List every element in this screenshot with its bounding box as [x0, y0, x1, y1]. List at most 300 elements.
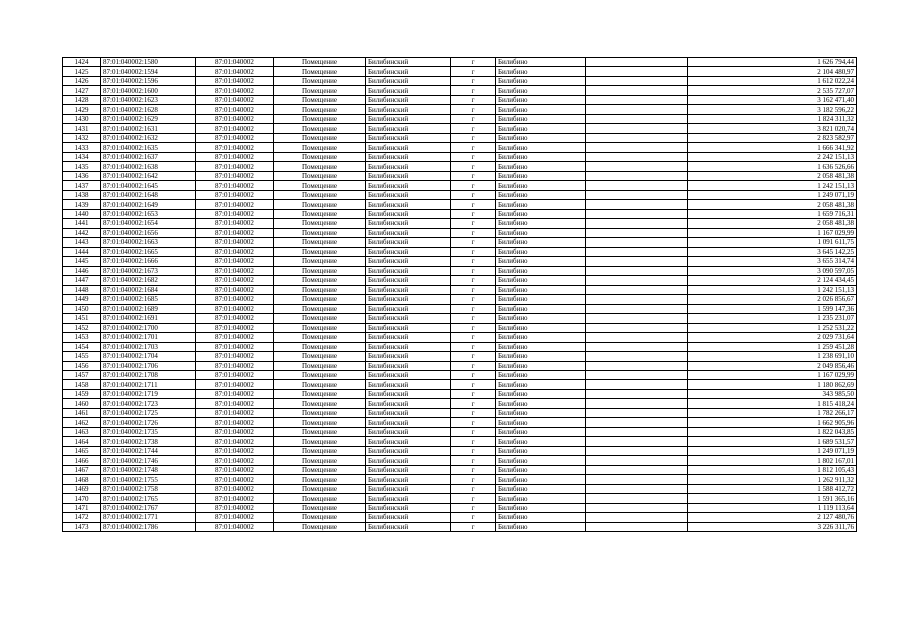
settlement-type-cell: г: [451, 247, 496, 256]
district-cell: Билибинский: [366, 456, 451, 465]
object-type-cell: Помещение: [274, 162, 366, 171]
settlement-cell: Билибино: [496, 219, 586, 228]
row-number-cell: 1435: [63, 162, 101, 171]
settlement-cell: Билибино: [496, 399, 586, 408]
object-type-cell: Помещение: [274, 228, 366, 237]
settlement-cell: Билибино: [496, 446, 586, 455]
settlement-type-cell: г: [451, 238, 496, 247]
object-type-cell: Помещение: [274, 304, 366, 313]
settlement-type-cell: г: [451, 446, 496, 455]
object-type-cell: Помещение: [274, 494, 366, 503]
street-cell: [586, 67, 688, 76]
settlement-type-cell: г: [451, 522, 496, 531]
object-type-cell: Помещение: [274, 295, 366, 304]
cadastral-number-cell: 87:01:040002:1700: [101, 323, 196, 332]
row-number-cell: 1442: [63, 228, 101, 237]
district-cell: Билибинский: [366, 228, 451, 237]
cadastral-value-cell: 1 659 716,31: [688, 209, 857, 218]
row-number-cell: 1428: [63, 95, 101, 104]
cadastral-value-cell: 2 823 582,97: [688, 133, 857, 142]
street-cell: [586, 314, 688, 323]
settlement-cell: Билибино: [496, 86, 586, 95]
object-type-cell: Помещение: [274, 456, 366, 465]
object-type-cell: Помещение: [274, 522, 366, 531]
settlement-cell: Билибино: [496, 427, 586, 436]
cadastral-quarter-cell: 87:01:040002: [196, 209, 274, 218]
cadastral-quarter-cell: 87:01:040002: [196, 475, 274, 484]
settlement-cell: Билибино: [496, 133, 586, 142]
street-cell: [586, 162, 688, 171]
settlement-cell: Билибино: [496, 418, 586, 427]
street-cell: [586, 190, 688, 199]
settlement-type-cell: г: [451, 503, 496, 512]
cadastral-value-cell: 2 058 481,38: [688, 171, 857, 180]
table-row: [63, 418, 857, 427]
settlement-cell: Билибино: [496, 124, 586, 133]
cadastral-value-cell: 1 238 691,10: [688, 352, 857, 361]
cadastral-value-cell: 1 815 418,24: [688, 399, 857, 408]
street-cell: [586, 76, 688, 85]
street-cell: [586, 181, 688, 190]
cadastral-value-cell: 2 058 481,38: [688, 219, 857, 228]
table-row: [63, 171, 857, 180]
cadastral-value-cell: 1 636 526,66: [688, 162, 857, 171]
cadastral-number-cell: 87:01:040002:1711: [101, 380, 196, 389]
cadastral-quarter-cell: 87:01:040002: [196, 181, 274, 190]
settlement-cell: Билибино: [496, 200, 586, 209]
row-number-cell: 1466: [63, 456, 101, 465]
object-type-cell: Помещение: [274, 58, 366, 67]
row-number-cell: 1436: [63, 171, 101, 180]
settlement-type-cell: г: [451, 484, 496, 493]
street-cell: [586, 361, 688, 370]
district-cell: Билибинский: [366, 408, 451, 417]
table-row: [63, 304, 857, 313]
settlement-type-cell: г: [451, 352, 496, 361]
cadastral-table: [62, 57, 857, 532]
district-cell: Билибинский: [366, 76, 451, 85]
settlement-cell: Билибино: [496, 352, 586, 361]
district-cell: Билибинский: [366, 152, 451, 161]
table-row: [63, 285, 857, 294]
object-type-cell: Помещение: [274, 475, 366, 484]
row-number-cell: 1472: [63, 513, 101, 522]
cadastral-quarter-cell: 87:01:040002: [196, 370, 274, 379]
district-cell: Билибинский: [366, 522, 451, 531]
cadastral-value-cell: 2 058 481,38: [688, 200, 857, 209]
settlement-type-cell: г: [451, 285, 496, 294]
district-cell: Билибинский: [366, 389, 451, 398]
row-number-cell: 1438: [63, 190, 101, 199]
row-number-cell: 1465: [63, 446, 101, 455]
table-row: [63, 219, 857, 228]
object-type-cell: Помещение: [274, 408, 366, 417]
cadastral-value-cell: 1 812 105,43: [688, 465, 857, 474]
object-type-cell: Помещение: [274, 171, 366, 180]
settlement-type-cell: г: [451, 456, 496, 465]
settlement-type-cell: г: [451, 114, 496, 123]
settlement-type-cell: г: [451, 408, 496, 417]
cadastral-quarter-cell: 87:01:040002: [196, 247, 274, 256]
street-cell: [586, 152, 688, 161]
street-cell: [586, 408, 688, 417]
cadastral-quarter-cell: 87:01:040002: [196, 105, 274, 114]
settlement-type-cell: г: [451, 124, 496, 133]
cadastral-value-cell: 3 182 596,22: [688, 105, 857, 114]
object-type-cell: Помещение: [274, 380, 366, 389]
district-cell: Билибинский: [366, 304, 451, 313]
object-type-cell: Помещение: [274, 370, 366, 379]
row-number-cell: 1461: [63, 408, 101, 417]
cadastral-number-cell: 87:01:040002:1631: [101, 124, 196, 133]
settlement-cell: Билибино: [496, 209, 586, 218]
street-cell: [586, 352, 688, 361]
street-cell: [586, 380, 688, 389]
settlement-cell: Билибино: [496, 114, 586, 123]
street-cell: [586, 219, 688, 228]
object-type-cell: Помещение: [274, 266, 366, 275]
settlement-cell: Билибино: [496, 494, 586, 503]
street-cell: [586, 228, 688, 237]
cadastral-number-cell: 87:01:040002:1738: [101, 437, 196, 446]
object-type-cell: Помещение: [274, 67, 366, 76]
object-type-cell: Помещение: [274, 133, 366, 142]
cadastral-value-cell: 3 162 471,40: [688, 95, 857, 104]
street-cell: [586, 304, 688, 313]
row-number-cell: 1457: [63, 370, 101, 379]
cadastral-quarter-cell: 87:01:040002: [196, 114, 274, 123]
district-cell: Билибинский: [366, 200, 451, 209]
cadastral-number-cell: 87:01:040002:1704: [101, 352, 196, 361]
row-number-cell: 1430: [63, 114, 101, 123]
row-number-cell: 1460: [63, 399, 101, 408]
object-type-cell: Помещение: [274, 124, 366, 133]
settlement-type-cell: г: [451, 342, 496, 351]
settlement-cell: Билибино: [496, 456, 586, 465]
settlement-cell: Билибино: [496, 503, 586, 512]
object-type-cell: Помещение: [274, 323, 366, 332]
cadastral-number-cell: 87:01:040002:1725: [101, 408, 196, 417]
row-number-cell: 1473: [63, 522, 101, 531]
settlement-cell: Билибино: [496, 162, 586, 171]
row-number-cell: 1445: [63, 257, 101, 266]
cadastral-quarter-cell: 87:01:040002: [196, 484, 274, 493]
settlement-type-cell: г: [451, 152, 496, 161]
row-number-cell: 1464: [63, 437, 101, 446]
settlement-type-cell: г: [451, 333, 496, 342]
object-type-cell: Помещение: [274, 181, 366, 190]
district-cell: Билибинский: [366, 418, 451, 427]
object-type-cell: Помещение: [274, 389, 366, 398]
row-number-cell: 1451: [63, 314, 101, 323]
district-cell: Билибинский: [366, 95, 451, 104]
object-type-cell: Помещение: [274, 427, 366, 436]
cadastral-quarter-cell: 87:01:040002: [196, 266, 274, 275]
cadastral-quarter-cell: 87:01:040002: [196, 503, 274, 512]
cadastral-number-cell: 87:01:040002:1719: [101, 389, 196, 398]
cadastral-quarter-cell: 87:01:040002: [196, 58, 274, 67]
district-cell: Билибинский: [366, 399, 451, 408]
street-cell: [586, 427, 688, 436]
settlement-type-cell: г: [451, 86, 496, 95]
object-type-cell: Помещение: [274, 418, 366, 427]
settlement-type-cell: г: [451, 67, 496, 76]
street-cell: [586, 323, 688, 332]
table-row: [63, 266, 857, 275]
cadastral-quarter-cell: 87:01:040002: [196, 200, 274, 209]
cadastral-number-cell: 87:01:040002:1673: [101, 266, 196, 275]
district-cell: Билибинский: [366, 171, 451, 180]
street-cell: [586, 58, 688, 67]
cadastral-quarter-cell: 87:01:040002: [196, 285, 274, 294]
object-type-cell: Помещение: [274, 95, 366, 104]
district-cell: Билибинский: [366, 323, 451, 332]
row-number-cell: 1431: [63, 124, 101, 133]
street-cell: [586, 133, 688, 142]
cadastral-number-cell: 87:01:040002:1691: [101, 314, 196, 323]
object-type-cell: Помещение: [274, 209, 366, 218]
district-cell: Билибинский: [366, 86, 451, 95]
table-row: [63, 333, 857, 342]
street-cell: [586, 171, 688, 180]
cadastral-quarter-cell: 87:01:040002: [196, 171, 274, 180]
table-row: [63, 238, 857, 247]
cadastral-value-cell: 1 782 266,17: [688, 408, 857, 417]
settlement-cell: Билибино: [496, 105, 586, 114]
cadastral-value-cell: 1 626 794,44: [688, 58, 857, 67]
settlement-type-cell: г: [451, 494, 496, 503]
object-type-cell: Помещение: [274, 437, 366, 446]
cadastral-value-cell: 1 666 341,92: [688, 143, 857, 152]
object-type-cell: Помещение: [274, 513, 366, 522]
cadastral-number-cell: 87:01:040002:1685: [101, 295, 196, 304]
settlement-type-cell: г: [451, 276, 496, 285]
cadastral-number-cell: 87:01:040002:1635: [101, 143, 196, 152]
row-number-cell: 1434: [63, 152, 101, 161]
table-row: [63, 152, 857, 161]
street-cell: [586, 465, 688, 474]
cadastral-quarter-cell: 87:01:040002: [196, 276, 274, 285]
cadastral-quarter-cell: 87:01:040002: [196, 228, 274, 237]
district-cell: Билибинский: [366, 209, 451, 218]
district-cell: Билибинский: [366, 190, 451, 199]
object-type-cell: Помещение: [274, 333, 366, 342]
street-cell: [586, 200, 688, 209]
row-number-cell: 1470: [63, 494, 101, 503]
object-type-cell: Помещение: [274, 399, 366, 408]
cadastral-number-cell: 87:01:040002:1656: [101, 228, 196, 237]
settlement-cell: Билибино: [496, 95, 586, 104]
row-number-cell: 1449: [63, 295, 101, 304]
street-cell: [586, 475, 688, 484]
settlement-cell: Билибино: [496, 152, 586, 161]
settlement-type-cell: г: [451, 257, 496, 266]
row-number-cell: 1443: [63, 238, 101, 247]
district-cell: Билибинский: [366, 181, 451, 190]
object-type-cell: Помещение: [274, 114, 366, 123]
row-number-cell: 1447: [63, 276, 101, 285]
district-cell: Билибинский: [366, 124, 451, 133]
cadastral-number-cell: 87:01:040002:1701: [101, 333, 196, 342]
row-number-cell: 1459: [63, 389, 101, 398]
cadastral-number-cell: 87:01:040002:1748: [101, 465, 196, 474]
cadastral-quarter-cell: 87:01:040002: [196, 152, 274, 161]
settlement-type-cell: г: [451, 200, 496, 209]
table-row: [63, 190, 857, 199]
street-cell: [586, 333, 688, 342]
cadastral-value-cell: 3 090 597,05: [688, 266, 857, 275]
row-number-cell: 1455: [63, 352, 101, 361]
cadastral-number-cell: 87:01:040002:1653: [101, 209, 196, 218]
row-number-cell: 1432: [63, 133, 101, 142]
street-cell: [586, 522, 688, 531]
settlement-cell: Билибино: [496, 465, 586, 474]
cadastral-number-cell: 87:01:040002:1649: [101, 200, 196, 209]
object-type-cell: Помещение: [274, 342, 366, 351]
cadastral-number-cell: 87:01:040002:1767: [101, 503, 196, 512]
row-number-cell: 1425: [63, 67, 101, 76]
street-cell: [586, 247, 688, 256]
district-cell: Билибинский: [366, 437, 451, 446]
cadastral-number-cell: 87:01:040002:1723: [101, 399, 196, 408]
table-row: [63, 380, 857, 389]
cadastral-value-cell: 1 689 531,57: [688, 437, 857, 446]
district-cell: Билибинский: [366, 238, 451, 247]
table-row: [63, 323, 857, 332]
table-row: [63, 522, 857, 531]
settlement-type-cell: г: [451, 314, 496, 323]
cadastral-quarter-cell: 87:01:040002: [196, 304, 274, 313]
settlement-cell: Билибино: [496, 323, 586, 332]
district-cell: Билибинский: [366, 465, 451, 474]
district-cell: Билибинский: [366, 285, 451, 294]
table-row: [63, 446, 857, 455]
cadastral-quarter-cell: 87:01:040002: [196, 456, 274, 465]
district-cell: Билибинский: [366, 219, 451, 228]
cadastral-number-cell: 87:01:040002:1629: [101, 114, 196, 123]
row-number-cell: 1454: [63, 342, 101, 351]
row-number-cell: 1427: [63, 86, 101, 95]
district-cell: Билибинский: [366, 427, 451, 436]
district-cell: Билибинский: [366, 333, 451, 342]
settlement-type-cell: г: [451, 295, 496, 304]
cadastral-number-cell: 87:01:040002:1623: [101, 95, 196, 104]
row-number-cell: 1462: [63, 418, 101, 427]
row-number-cell: 1453: [63, 333, 101, 342]
cadastral-value-cell: 1 119 113,64: [688, 503, 857, 512]
cadastral-value-cell: 1 262 911,32: [688, 475, 857, 484]
street-cell: [586, 513, 688, 522]
table-row: [63, 200, 857, 209]
cadastral-value-cell: 1 167 029,99: [688, 228, 857, 237]
table-row: [63, 465, 857, 474]
object-type-cell: Помещение: [274, 484, 366, 493]
district-cell: Билибинский: [366, 342, 451, 351]
object-type-cell: Помещение: [274, 361, 366, 370]
cadastral-number-cell: 87:01:040002:1654: [101, 219, 196, 228]
cadastral-quarter-cell: 87:01:040002: [196, 465, 274, 474]
settlement-type-cell: г: [451, 105, 496, 114]
row-number-cell: 1458: [63, 380, 101, 389]
settlement-cell: Билибино: [496, 67, 586, 76]
settlement-cell: Билибино: [496, 257, 586, 266]
cadastral-value-cell: 2 124 434,45: [688, 276, 857, 285]
cadastral-quarter-cell: 87:01:040002: [196, 323, 274, 332]
cadastral-quarter-cell: 87:01:040002: [196, 399, 274, 408]
settlement-cell: Билибино: [496, 276, 586, 285]
table-row: [63, 456, 857, 465]
district-cell: Билибинский: [366, 370, 451, 379]
cadastral-value-cell: 1 822 043,85: [688, 427, 857, 436]
settlement-cell: Билибино: [496, 437, 586, 446]
settlement-cell: Билибино: [496, 333, 586, 342]
cadastral-value-cell: 1 252 531,22: [688, 323, 857, 332]
cadastral-quarter-cell: 87:01:040002: [196, 361, 274, 370]
row-number-cell: 1448: [63, 285, 101, 294]
settlement-cell: Билибино: [496, 266, 586, 275]
settlement-cell: Билибино: [496, 238, 586, 247]
row-number-cell: 1450: [63, 304, 101, 313]
table-row: [63, 247, 857, 256]
cadastral-number-cell: 87:01:040002:1684: [101, 285, 196, 294]
row-number-cell: 1437: [63, 181, 101, 190]
table-row: [63, 209, 857, 218]
street-cell: [586, 209, 688, 218]
settlement-cell: Билибино: [496, 513, 586, 522]
row-number-cell: 1471: [63, 503, 101, 512]
cadastral-value-cell: 1 235 231,07: [688, 314, 857, 323]
row-number-cell: 1469: [63, 484, 101, 493]
cadastral-quarter-cell: 87:01:040002: [196, 446, 274, 455]
object-type-cell: Помещение: [274, 285, 366, 294]
district-cell: Билибинский: [366, 257, 451, 266]
street-cell: [586, 105, 688, 114]
cadastral-value-cell: 1 242 151,13: [688, 285, 857, 294]
cadastral-value-cell: 1 167 029,99: [688, 370, 857, 379]
cadastral-number-cell: 87:01:040002:1666: [101, 257, 196, 266]
settlement-type-cell: г: [451, 76, 496, 85]
settlement-cell: Билибино: [496, 247, 586, 256]
cadastral-quarter-cell: 87:01:040002: [196, 408, 274, 417]
table-row: [63, 314, 857, 323]
settlement-cell: Билибино: [496, 342, 586, 351]
cadastral-number-cell: 87:01:040002:1648: [101, 190, 196, 199]
street-cell: [586, 418, 688, 427]
object-type-cell: Помещение: [274, 152, 366, 161]
cadastral-value-cell: 1 249 071,19: [688, 190, 857, 199]
table-row: [63, 503, 857, 512]
table-row: [63, 437, 857, 446]
object-type-cell: Помещение: [274, 314, 366, 323]
street-cell: [586, 446, 688, 455]
cadastral-value-cell: 1 242 151,13: [688, 181, 857, 190]
cadastral-number-cell: 87:01:040002:1726: [101, 418, 196, 427]
cadastral-number-cell: 87:01:040002:1703: [101, 342, 196, 351]
district-cell: Билибинский: [366, 361, 451, 370]
settlement-type-cell: г: [451, 181, 496, 190]
table-row: [63, 361, 857, 370]
settlement-type-cell: г: [451, 171, 496, 180]
district-cell: Билибинский: [366, 484, 451, 493]
row-number-cell: 1467: [63, 465, 101, 474]
district-cell: Билибинский: [366, 105, 451, 114]
cadastral-quarter-cell: 87:01:040002: [196, 314, 274, 323]
cadastral-quarter-cell: 87:01:040002: [196, 427, 274, 436]
cadastral-value-cell: 2 242 151,13: [688, 152, 857, 161]
object-type-cell: Помещение: [274, 247, 366, 256]
settlement-cell: Билибино: [496, 361, 586, 370]
table-row: [63, 162, 857, 171]
